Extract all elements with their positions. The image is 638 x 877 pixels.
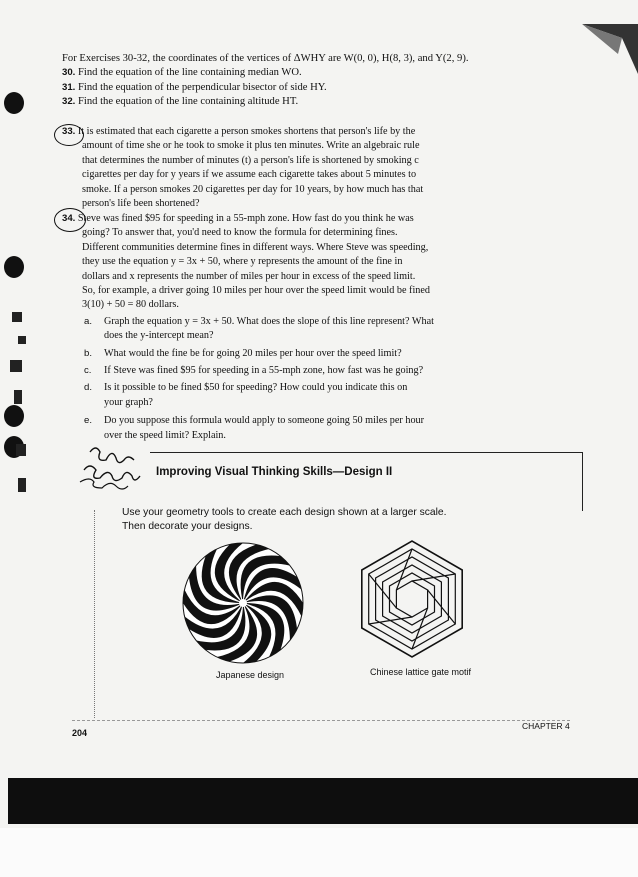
ex34-part-c: c. If Steve was fined $95 for speeding in a 55-mph zone, how fast was he going? xyxy=(84,365,424,377)
exercise-intro-block xyxy=(62,52,492,110)
page-number: 204 xyxy=(72,728,88,738)
chinese-lattice-figure xyxy=(354,536,470,662)
chapter-label: CHAPTER 4 xyxy=(522,721,570,731)
exercise-number: 33. xyxy=(62,126,76,137)
ex34-part-a: a. Graph the equation y = 3x + 50. What does the slope of this line represent? What does the y-intercept mean? xyxy=(84,315,434,342)
scan-shadow-band xyxy=(8,778,638,824)
section-title: Improving Visual Thinking Skills—Design II xyxy=(156,466,393,478)
ex33-line: It is estimated that each cigarette a person smokes shortens that person's life by the xyxy=(77,126,416,137)
caption-chinese-lattice: Chinese lattice gate motif xyxy=(370,667,472,677)
ex34-line: going? To answer that, you'd need to know the formula for determining fines. xyxy=(82,227,398,239)
ex33-line: person's life been shortened? xyxy=(82,198,200,210)
exercise-number: 30. xyxy=(62,67,76,79)
ex34-part-b: b. What would the fine be for going 20 miles per hour over the speed limit? xyxy=(84,347,402,359)
japanese-design-figure xyxy=(178,538,308,668)
design-instructions: Use your geometry tools to create each design shown at a larger scale. Then decorate your designs. xyxy=(122,507,447,532)
page-margin-bottom xyxy=(0,828,638,877)
ex34-part-e: e. Do you suppose this formula would apply to someone going 50 miles per hour over the speed limit? Explain. xyxy=(84,415,425,441)
footer-rule xyxy=(72,720,570,721)
ex33-line: cigarettes per day for y years if we assume each cigarette takes about 5 minutes to xyxy=(82,169,417,181)
exercise-text: Find the equation of the perpendicular bisector of side HY. xyxy=(78,81,327,93)
ex33-line: that determines the number of minutes (t) a person's life is shortened by smoking c xyxy=(82,154,419,166)
ex34-line: So, for example, a driver going 10 miles per hour over the speed limit would be fined xyxy=(82,285,430,297)
ex34-part-d: d. Is it possible to be fined $50 for speeding? How could you indicate this on your graph? xyxy=(84,382,408,408)
exercise-text: Find the equation of the line containing median WO. xyxy=(78,67,302,79)
exercise-text: Find the equation of the line containing altitude HT. xyxy=(78,96,299,108)
exercise-number: 31. xyxy=(62,81,76,93)
ex34-line: Steve was fined $95 for speeding in a 55-mph zone. How fast do you think he was xyxy=(77,213,414,224)
lattice-ring xyxy=(376,557,449,641)
exercise-number: 34. xyxy=(62,213,76,224)
exercises-intro: For Exercises 30-32, the coordinates of the vertices of ΔWHY are W(0, 0), H(8, 3), and Y(2, 9). xyxy=(62,53,469,64)
caption-japanese-design: Japanese design xyxy=(216,670,285,680)
exercise-34 xyxy=(62,212,492,443)
ex34-line: 3(10) + 50 = 80 dollars. xyxy=(82,299,179,311)
lattice-ring xyxy=(396,581,427,617)
ex34-line: they use the equation y = 3x + 50, where y represents the amount of the fine in xyxy=(82,256,403,268)
exercise-number: 32. xyxy=(62,96,76,108)
exercise-32 xyxy=(62,95,492,109)
exercise-31 xyxy=(62,81,492,95)
corner-fold xyxy=(578,24,638,74)
ex33-line: smoke. If a person smokes 20 cigarettes per day for 10 years, by how much has that xyxy=(82,183,424,195)
handwritten-scribble xyxy=(70,440,160,500)
lattice-spoke xyxy=(412,608,428,649)
exercise-30 xyxy=(62,66,492,80)
lattice-spoke xyxy=(396,549,412,590)
ex34-line: Different communities determine fines in different ways. Where Steve was speeding, xyxy=(82,241,429,253)
lattice-ring xyxy=(369,549,456,649)
exercise-33 xyxy=(62,125,492,211)
lattice-ring xyxy=(383,565,442,633)
margin-divider xyxy=(94,510,96,718)
ex33-line: amount of time she or he took to smoke it plus ten minutes. Write an algebraic rule xyxy=(82,140,420,152)
visual-thinking-box xyxy=(150,452,583,511)
ex34-line: dollars and x represents the number of miles per hour in excess of the speed limit. xyxy=(82,270,416,282)
lattice-ring xyxy=(362,541,462,657)
